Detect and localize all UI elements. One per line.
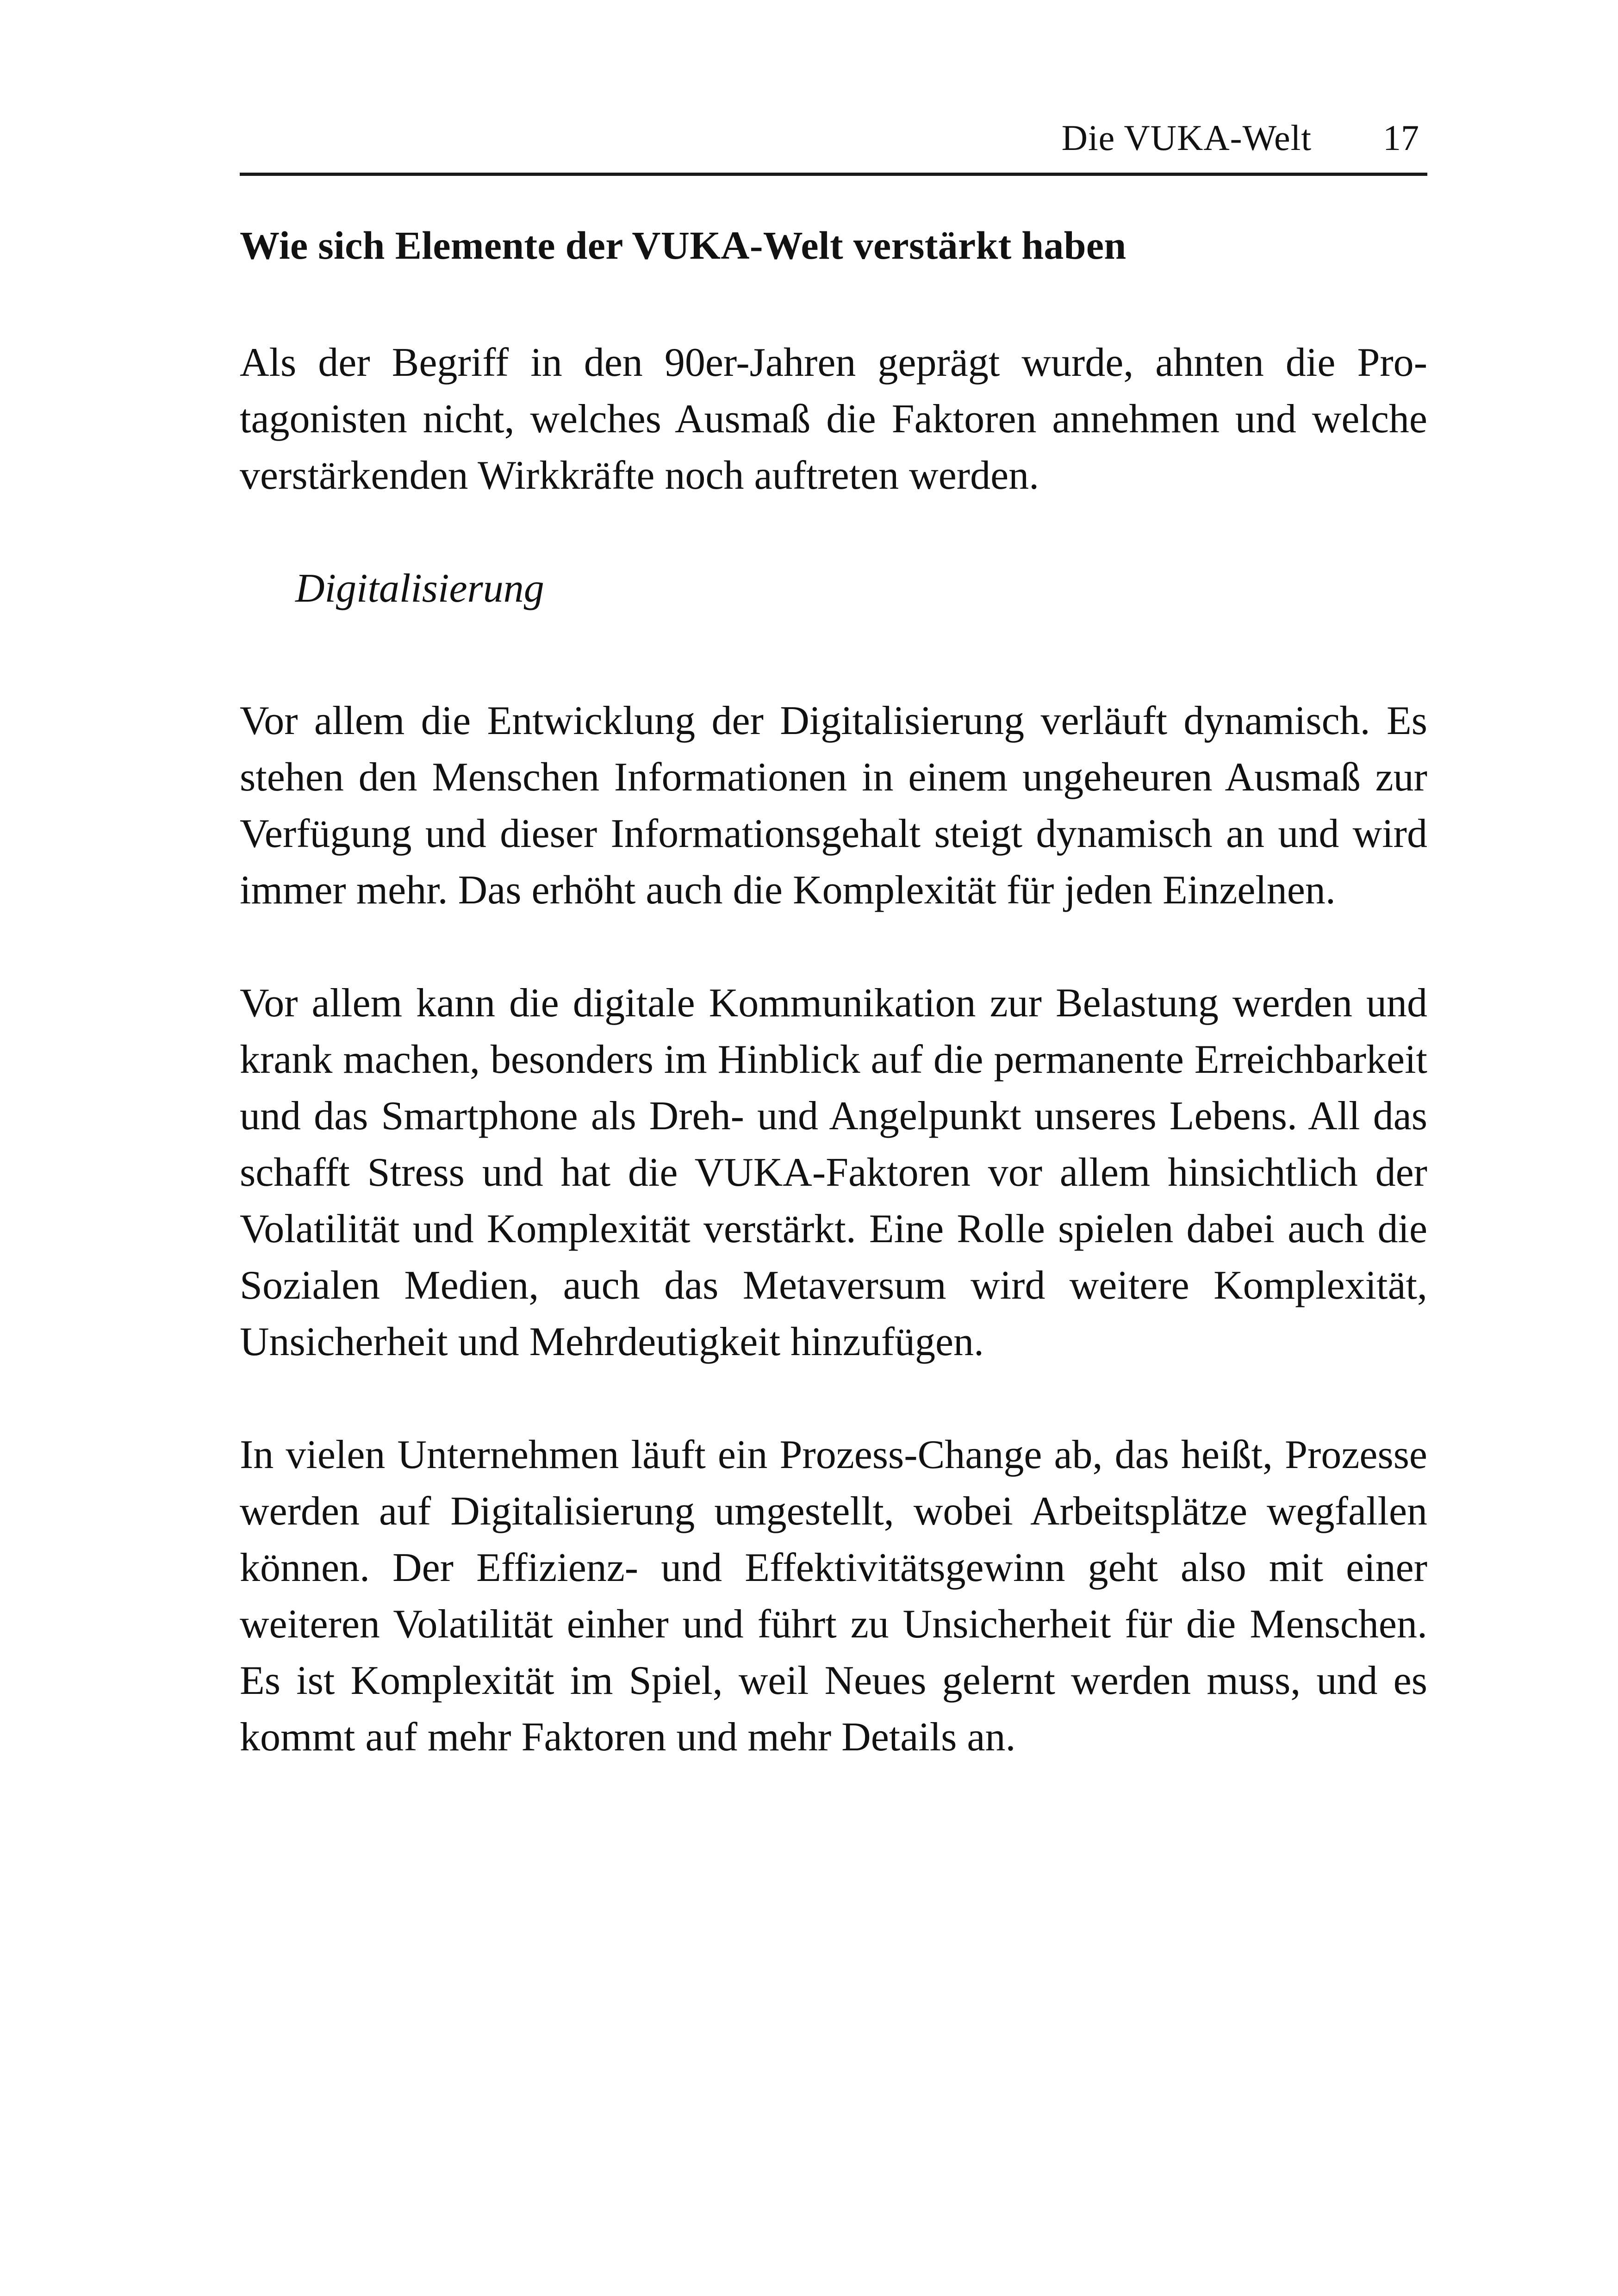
running-header: [240, 107, 1427, 176]
body-paragraph: Vor allem die Entwicklung der Digitalisierung verläuft dynamisch. Es stehen den Menschen Informationen in einem ungeheuren Ausmaß zur Verfügung und dieser Informationsgehalt steigt dynamisch an und wird immer mehr. Das erhöht auch die Komplexität für jeden Einzelnen.: [240, 698, 1427, 913]
page-number: 17: [1383, 118, 1419, 158]
page-body: [240, 211, 1427, 1766]
section-heading: Wie sich Elemente der VUKA-Welt verstärkt haben: [240, 223, 1126, 268]
intro-paragraph: Als der Begriff in den 90er-Jahren geprägt wurde, ahnten die Protagonisten nicht, welches Ausmaß die Faktoren annehmen und welche verstärkenden Wirkkräfte noch auftreten werden.: [240, 340, 1427, 498]
subsection-heading: Digitalisierung: [295, 566, 544, 611]
running-header-title: Die VUKA-Welt: [1061, 118, 1312, 158]
body-paragraph: Vor allem kann die digitale Kommunikation zur Belastung werden und krank machen, besonders im Hinblick auf die permanente Erreichbarkeit und das Smartphone als Dreh- und Angelpunkt unseres Lebens. All das schafft Stress und hat die VUKA-Faktoren vor allem hinsichtlich der Volatilität und Komplexität verstärkt. Eine Rolle spielen dabei auch die Sozialen Medien, auch das Metaversum wird weitere Komplexität, Unsicherheit und Mehrdeutigkeit hinzufügen.: [240, 981, 1427, 1364]
body-paragraph: In vielen Unternehmen läuft ein Prozess-Change ab, das heißt, Prozesse werden auf Digitalisierung umgestellt, wobei Arbeitsplätze wegfallen können. Der Effizienz- und Effektivitätsgewinn geht also mit einer weiteren Volatilität einher und führt zu Unsicherheit für die Menschen. Es ist Komplexität im Spiel, weil Neues gelernt werden muss, und es kommt auf mehr Faktoren und mehr Details an.: [240, 1432, 1427, 1760]
